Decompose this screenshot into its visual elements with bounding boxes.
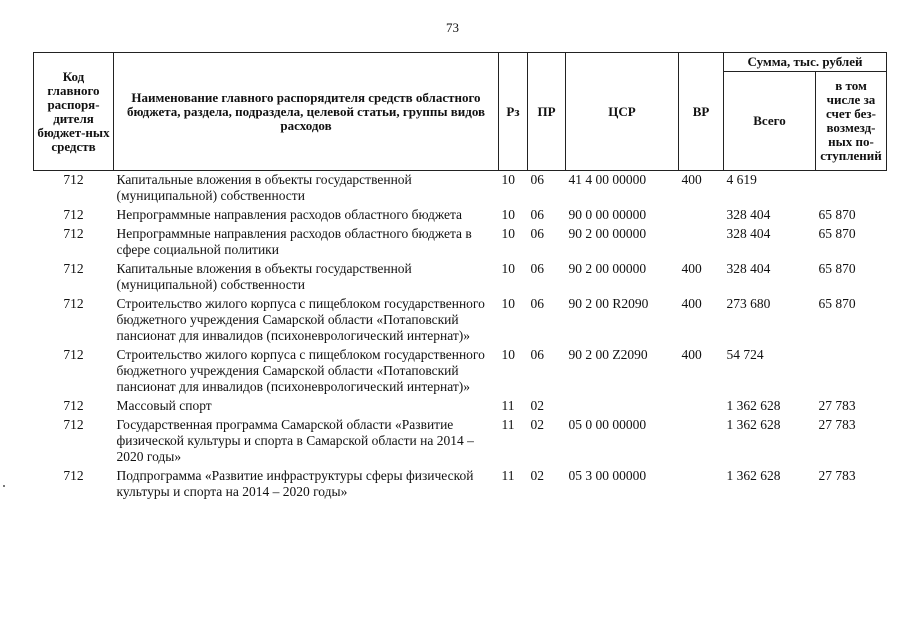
- cell-total: 273 680: [726, 296, 771, 311]
- cell-rz: 10: [501, 172, 515, 187]
- cell-total: 1 362 628: [726, 468, 781, 483]
- cell-csr: 05 3 00 00000: [568, 468, 647, 483]
- cell-rz: 10: [501, 296, 515, 311]
- cell-name: Массовый спорт: [116, 398, 212, 413]
- header-code: Код главного распоря-дителя бюджет-ных средств: [34, 53, 114, 171]
- cell-name: Подпрограмма «Развитие инфраструктуры сферы физической культуры и спорта на 2014 – 2020 годы»: [116, 468, 474, 499]
- cell-rz: 11: [501, 468, 515, 483]
- table-body: [34, 171, 887, 503]
- cell-total: 4 619: [726, 172, 757, 187]
- header-sum: Сумма, тыс. рублей: [724, 53, 887, 72]
- cell-code: 712: [63, 417, 84, 432]
- cell-pr: 06: [530, 261, 544, 276]
- cell-vr: [679, 467, 724, 502]
- cell-name: Капитальные вложения в объекты государственной (муниципальной) собственности: [116, 172, 412, 203]
- cell-code: 712: [63, 347, 84, 362]
- cell-name: Строительство жилого корпуса с пищеблоком государственного бюджетного учреждения Самарской области «Потаповский пансионат для инвалидов (психоневрологический интернат)»: [116, 296, 485, 343]
- table-row: [34, 397, 887, 416]
- cell-free: 65 870: [818, 261, 856, 276]
- cell-code: 712: [63, 398, 84, 413]
- cell-rz: 10: [501, 347, 515, 362]
- cell-total: 54 724: [726, 347, 764, 362]
- cell-name: Строительство жилого корпуса с пищеблоком государственного бюджетного учреждения Самарской области «Потаповский пансионат для инвалидов (психоневрологический интернат)»: [116, 347, 485, 394]
- cell-csr: 90 2 00 Z2090: [568, 347, 648, 362]
- cell-vr: 400: [681, 261, 702, 276]
- cell-free: 65 870: [818, 226, 856, 241]
- cell-csr: 90 2 00 00000: [568, 261, 647, 276]
- cell-total: 1 362 628: [726, 398, 781, 413]
- table-row: [34, 206, 887, 225]
- cell-name: Государственная программа Самарской области «Развитие физической культуры и спорта в Самарской области на 2014 – 2020 годы»: [116, 417, 474, 464]
- cell-vr: 400: [681, 347, 702, 362]
- cell-pr: 02: [530, 417, 544, 432]
- cell-pr: 06: [530, 226, 544, 241]
- cell-vr: [679, 206, 724, 225]
- cell-free: [816, 346, 887, 397]
- table-row: [34, 416, 887, 467]
- cell-rz: 10: [501, 226, 515, 241]
- cell-code: 712: [63, 296, 84, 311]
- cell-name: Непрограммные направления расходов областного бюджета в сфере социальной политики: [116, 226, 472, 257]
- cell-csr: 90 0 00 00000: [568, 207, 647, 222]
- header-name: Наименование главного распорядителя средств областного бюджета, раздела, подраздела, целевой статьи, группы видов расходов: [114, 53, 499, 171]
- cell-code: 712: [63, 226, 84, 241]
- cell-vr: [679, 225, 724, 260]
- cell-total: 328 404: [726, 207, 771, 222]
- header-pr: ПР: [528, 53, 566, 171]
- cell-free: [816, 171, 887, 207]
- cell-vr: 400: [681, 172, 702, 187]
- cell-csr: 05 0 00 00000: [568, 417, 647, 432]
- cell-free: 65 870: [818, 296, 856, 311]
- cell-code: 712: [63, 468, 84, 483]
- cell-total: 1 362 628: [726, 417, 781, 432]
- cell-pr: 06: [530, 296, 544, 311]
- cell-vr: [679, 397, 724, 416]
- cell-pr: 02: [530, 468, 544, 483]
- cell-csr: 90 2 00 R2090: [568, 296, 649, 311]
- cell-vr: 400: [681, 296, 702, 311]
- cell-free: 65 870: [818, 207, 856, 222]
- table-row: [34, 346, 887, 397]
- table-row: [34, 171, 887, 207]
- cell-vr: [679, 416, 724, 467]
- page-number: 73: [446, 20, 459, 35]
- cell-pr: 06: [530, 347, 544, 362]
- header-rz: Рз: [499, 53, 528, 171]
- scan-speck: [3, 485, 5, 487]
- table-row: [34, 225, 887, 260]
- cell-rz: 10: [501, 207, 515, 222]
- cell-code: 712: [63, 207, 84, 222]
- table-row: [34, 467, 887, 502]
- header-csr: ЦСР: [566, 53, 679, 171]
- table-row: [34, 260, 887, 295]
- budget-table: [33, 52, 887, 502]
- table-row: [34, 295, 887, 346]
- cell-pr: 06: [530, 172, 544, 187]
- cell-total: 328 404: [726, 226, 771, 241]
- cell-free: 27 783: [818, 417, 856, 432]
- cell-rz: 11: [501, 417, 515, 432]
- cell-code: 712: [63, 172, 84, 187]
- cell-csr: 90 2 00 00000: [568, 226, 647, 241]
- cell-pr: 02: [530, 398, 544, 413]
- cell-pr: 06: [530, 207, 544, 222]
- cell-name: Непрограммные направления расходов областного бюджета: [116, 207, 463, 222]
- cell-rz: 10: [501, 261, 515, 276]
- cell-csr: 41 4 00 00000: [568, 172, 647, 187]
- header-free: в том числе за счет без-возмезд-ных по-ступлений: [816, 72, 887, 171]
- cell-csr: [566, 397, 679, 416]
- cell-free: 27 783: [818, 398, 856, 413]
- table-header-row: [34, 53, 887, 72]
- cell-name: Капитальные вложения в объекты государственной (муниципальной) собственности: [116, 261, 412, 292]
- header-vr: ВР: [679, 53, 724, 171]
- header-total: Всего: [724, 72, 816, 171]
- cell-rz: 11: [501, 398, 515, 413]
- cell-total: 328 404: [726, 261, 771, 276]
- cell-code: 712: [63, 261, 84, 276]
- cell-free: 27 783: [818, 468, 856, 483]
